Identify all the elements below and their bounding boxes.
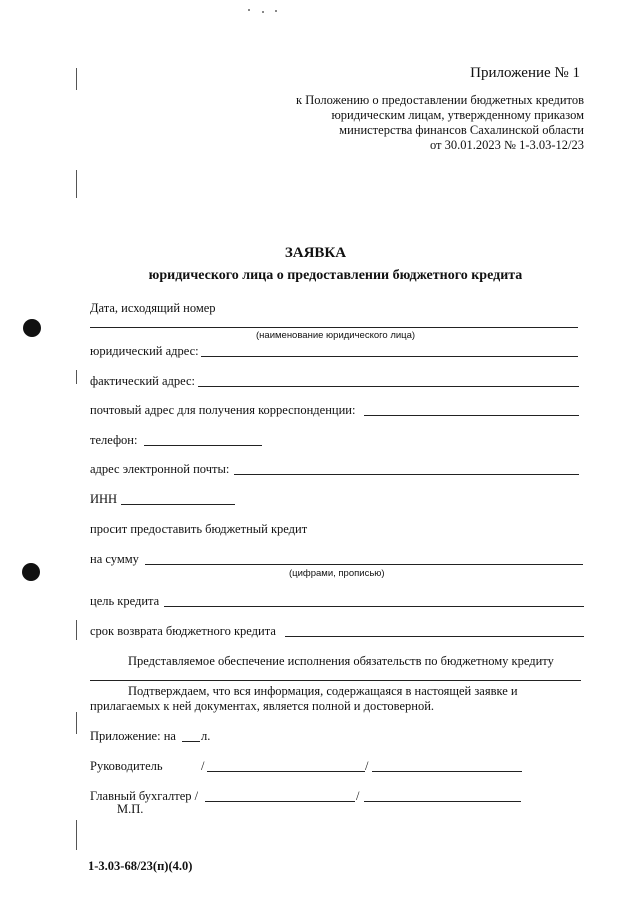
legal-address-label: юридический адрес:: [90, 344, 199, 358]
scan-mark: [76, 370, 77, 384]
chief-accountant-signature-line[interactable]: [205, 801, 355, 802]
inn-label: ИНН: [90, 492, 118, 506]
appendix-ref-line: юридическим лицам, утвержденному приказом: [331, 108, 584, 122]
postal-address-line[interactable]: [364, 415, 579, 416]
confirmation-line-2: прилагаемых к ней документах, является полной и достоверной.: [90, 699, 435, 713]
scan-mark: [76, 820, 77, 850]
attachment-prefix: Приложение: на: [90, 729, 176, 743]
scan-mark: [76, 712, 77, 734]
signature-slash: /: [201, 759, 205, 773]
actual-address-label: фактический адрес:: [90, 374, 196, 388]
collateral-label: Представляемое обеспечение исполнения обязательств по бюджетному кредиту: [128, 654, 554, 668]
scan-mark: [76, 170, 77, 198]
phone-label: телефон:: [90, 433, 138, 447]
email-label: адрес электронной почты:: [90, 462, 230, 476]
postal-address-label: почтовый адрес для получения корреспонденции:: [90, 403, 356, 417]
chief-accountant-name-line[interactable]: [364, 801, 521, 802]
scan-mark: [76, 68, 77, 90]
punch-hole-bottom: [22, 563, 40, 581]
document-subtitle: юридического лица о предоставлении бюджетного кредита: [148, 268, 523, 283]
attachment-suffix: л.: [201, 729, 211, 743]
amount-label: на сумму: [90, 552, 139, 566]
confirmation-line-1: Подтверждаем, что вся информация, содержащаяся в настоящей заявке и: [128, 684, 518, 698]
collateral-line[interactable]: [90, 680, 581, 681]
signature-slash: /: [365, 759, 369, 773]
legal-address-line[interactable]: [201, 356, 578, 357]
scan-mark: [76, 620, 77, 640]
attachment-pages-line[interactable]: [182, 741, 200, 742]
appendix-ref-line: от 30.01.2023 № 1-3.03-12/23: [429, 138, 584, 152]
punch-hole-top: [23, 319, 41, 337]
amount-caption: (цифрами, прописью): [289, 568, 385, 579]
entity-name-caption: (наименование юридического лица): [256, 330, 416, 341]
request-text: просит предоставить бюджетный кредит: [90, 522, 308, 536]
phone-line[interactable]: [144, 445, 262, 446]
scan-speck: [275, 10, 277, 12]
form-code: 1-3.03-68/23(п)(4.0): [88, 859, 193, 873]
scan-speck: [262, 11, 264, 13]
head-name-line[interactable]: [372, 771, 522, 772]
amount-line[interactable]: [145, 564, 583, 565]
repayment-term-label: срок возврата бюджетного кредита: [90, 624, 276, 638]
head-signature-line[interactable]: [207, 771, 365, 772]
appendix-ref-line: к Положению о предоставлении бюджетных кредитов: [296, 93, 584, 107]
document-title: ЗАЯВКА: [284, 245, 347, 261]
signature-slash: /: [356, 789, 360, 803]
appendix-ref-line: министерства финансов Сахалинской области: [339, 123, 584, 137]
inn-line[interactable]: [121, 504, 235, 505]
head-signature-label: Руководитель: [90, 759, 163, 773]
entity-name-line[interactable]: [90, 327, 578, 328]
purpose-label: цель кредита: [90, 594, 160, 608]
scan-speck: [248, 9, 250, 11]
appendix-title: Приложение № 1: [470, 65, 580, 81]
seal-placeholder: М.П.: [117, 802, 144, 816]
email-line[interactable]: [234, 474, 579, 475]
chief-accountant-label: Главный бухгалтер /: [90, 789, 199, 803]
actual-address-line[interactable]: [198, 386, 579, 387]
purpose-line[interactable]: [164, 606, 584, 607]
repayment-term-line[interactable]: [285, 636, 584, 637]
date-number-label: Дата, исходящий номер: [90, 301, 216, 315]
